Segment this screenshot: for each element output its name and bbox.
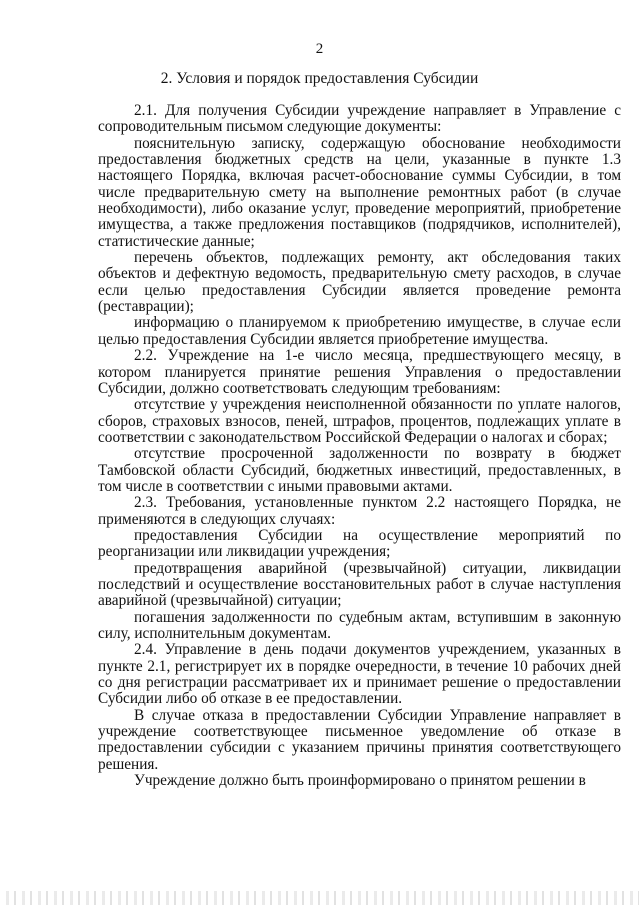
paragraph-refusal: В случае отказа в предоставлении Субсидии Управление направляет в учреждение соответствующее письменное уведомление об отказе в предоставлении субсидии с указанием причины принятия соответствующего решения.: [98, 706, 621, 773]
document-body: [98, 103, 621, 789]
page-number: 2: [315, 41, 324, 57]
paragraph-no-tax-debt: отсутствие у учреждения неисполненной обязанности по уплате налогов, сборов, страховых взносов, пеней, штрафов, процентов, подлежащих уплате в соответствии с законодательством Российской Федерации о налогах и сборах;: [98, 396, 621, 446]
paragraph-objects-list: перечень объектов, подлежащих ремонту, акт обследования таких объектов и дефектную ведомость, предварительную смету расходов, в случае если целью предоставления Субсидии является проведение ремонта (реставрации);: [98, 249, 621, 316]
paragraph-no-overdue-debt: отсутствие просроченной задолженности по возврату в бюджет Тамбовской области Субсидий, бюджетных инвестиций, предоставленных, в том числе в соответствии с иными правовыми актами.: [98, 445, 621, 495]
paragraph-property-info: информацию о планируемом к приобретению имуществе, в случае если целью предоставления Субсидии является приобретение имущества.: [98, 314, 621, 348]
paragraph-explanatory-note: пояснительную записку, содержащую обоснование необходимости предоставления бюджетных средств на цели, указанные в пункте 1.3 настоящего Порядка, включая расчет-обоснование суммы Субсидии, в том числе предварительную смету на выполнение ремонтных работ (в случае необходимости), либо оказание услуг, проведение мероприятий, приобретение имущества, а также предложения поставщиков (подрядчиков, исполнителей), статистические данные;: [98, 134, 621, 250]
paragraph-2-2: 2.2. Учреждение на 1-е число месяца, предшествующего месяцу, в котором планируется принятие решения Управления о предоставлении Субсидии, должно соответствовать следующим требованиям:: [98, 347, 621, 397]
paragraph-reorganization: предоставления Субсидии на осуществление мероприятий по реорганизации или ликвидации учреждения;: [98, 526, 621, 561]
paragraph-emergency: предотвращения аварийной (чрезвычайной) ситуации, ликвидации последствий и осуществление восстановительных работ в случае наступления аварийной (чрезвычайной) ситуации;: [98, 559, 621, 610]
paragraph-notification: Учреждение должно быть проинформировано о принятом решении в: [134, 772, 586, 790]
section-title: 2. Условия и порядок предоставления Субсидии: [160, 70, 479, 87]
scan-edge-noise: [0, 891, 639, 905]
paragraph-court-debt: погашения задолженности по судебным актам, вступившим в законную силу, исполнительным документам.: [98, 608, 621, 642]
paragraph-2-1: 2.1. Для получения Субсидии учреждение направляет в Управление с сопроводительным письмом следующие документы:: [98, 102, 621, 136]
paragraph-2-4: 2.4. Управление в день подачи документов учреждением, указанных в пункте 2.1, регистрирует их в порядке очередности, в течение 10 рабочих дней со дня регистрации рассматривает их и принимает решение о предоставлении Субсидии либо об отказе в ее предоставлении.: [98, 641, 621, 708]
paragraph-2-3: 2.3. Требования, установленные пунктом 2.2 настоящего Порядка, не применяются в следующих случаях:: [98, 494, 621, 528]
